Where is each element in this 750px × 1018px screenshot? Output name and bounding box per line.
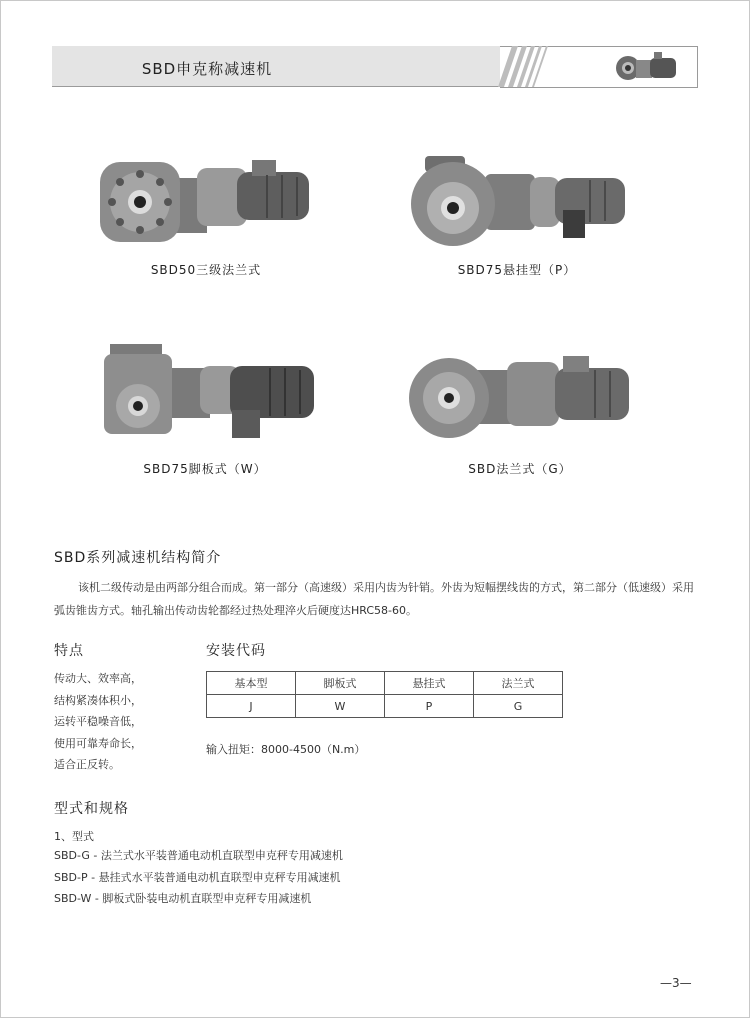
caption-sbd-g: SBD法兰式（G）	[468, 462, 572, 476]
spec-line: SBD-P - 悬挂式水平装普通电动机直联型申克秤专用减速机	[54, 870, 341, 884]
spec-line: SBD-W - 脚板式卧装电动机直联型申克秤专用减速机	[54, 892, 312, 905]
table-header-cell: 脚板式	[296, 672, 385, 695]
page-title: SBD申克称减速机	[141, 60, 273, 78]
spec-line: SBD-G - 法兰式水平装普通电动机直联型申克秤专用减速机	[54, 849, 343, 862]
intro-paragraph: 该机二级传动是由两部分组合而成。第一部分（高速级）采用内齿为针销。外齿为短幅摆线齿的方式，第二部分（低速级）采用弧齿锥齿方式。轴孔输出传动齿轮都经过热处理淬火后硬度达HRC58-60。	[54, 581, 694, 617]
table-header-cell: 悬挂式	[385, 672, 474, 695]
header-stripes	[492, 46, 602, 87]
feature-item: 运转平稳噪音低，	[54, 715, 142, 728]
feature-item: 传动大、效率高，	[54, 672, 142, 685]
table-cell: J	[207, 695, 296, 718]
input-torque-text: 输入扭矩：8000-4500（N.m）	[206, 743, 366, 756]
install-title: 安装代码	[206, 643, 266, 659]
table-header-cell: 基本型	[207, 672, 296, 695]
install-code-table	[206, 671, 563, 718]
table-cell: G	[474, 695, 563, 718]
feature-item: 适合正反转。	[54, 758, 120, 771]
product-photo-sbd50	[92, 150, 324, 250]
features-list	[54, 668, 142, 776]
feature-item: 结构紧凑体积小，	[54, 693, 142, 707]
caption-sbd75-w: SBD75脚板式（W）	[143, 462, 267, 476]
table-header-cell: 法兰式	[474, 672, 563, 695]
table-header-row	[207, 672, 563, 695]
caption-sbd75-p: SBD75悬挂型（P）	[457, 263, 577, 277]
table-row	[207, 695, 563, 718]
features-title: 特点	[54, 643, 84, 659]
page-number: —3—	[660, 976, 692, 990]
spec-list	[54, 845, 343, 910]
table-cell: W	[296, 695, 385, 718]
product-photo-sbd75-w	[100, 340, 320, 442]
caption-sbd50: SBD50三级法兰式	[150, 263, 262, 277]
spec-subtitle: 1、型式	[54, 830, 94, 843]
feature-item: 使用可靠寿命长，	[54, 736, 142, 750]
table-cell: P	[385, 695, 474, 718]
product-photo-sbd75-p	[405, 152, 633, 252]
product-photo-sbd-g	[405, 348, 635, 444]
reducer-thumbnail-image	[606, 48, 686, 84]
intro-title: SBD系列减速机结构简介	[54, 550, 222, 566]
spec-title: 型式和规格	[54, 801, 129, 817]
